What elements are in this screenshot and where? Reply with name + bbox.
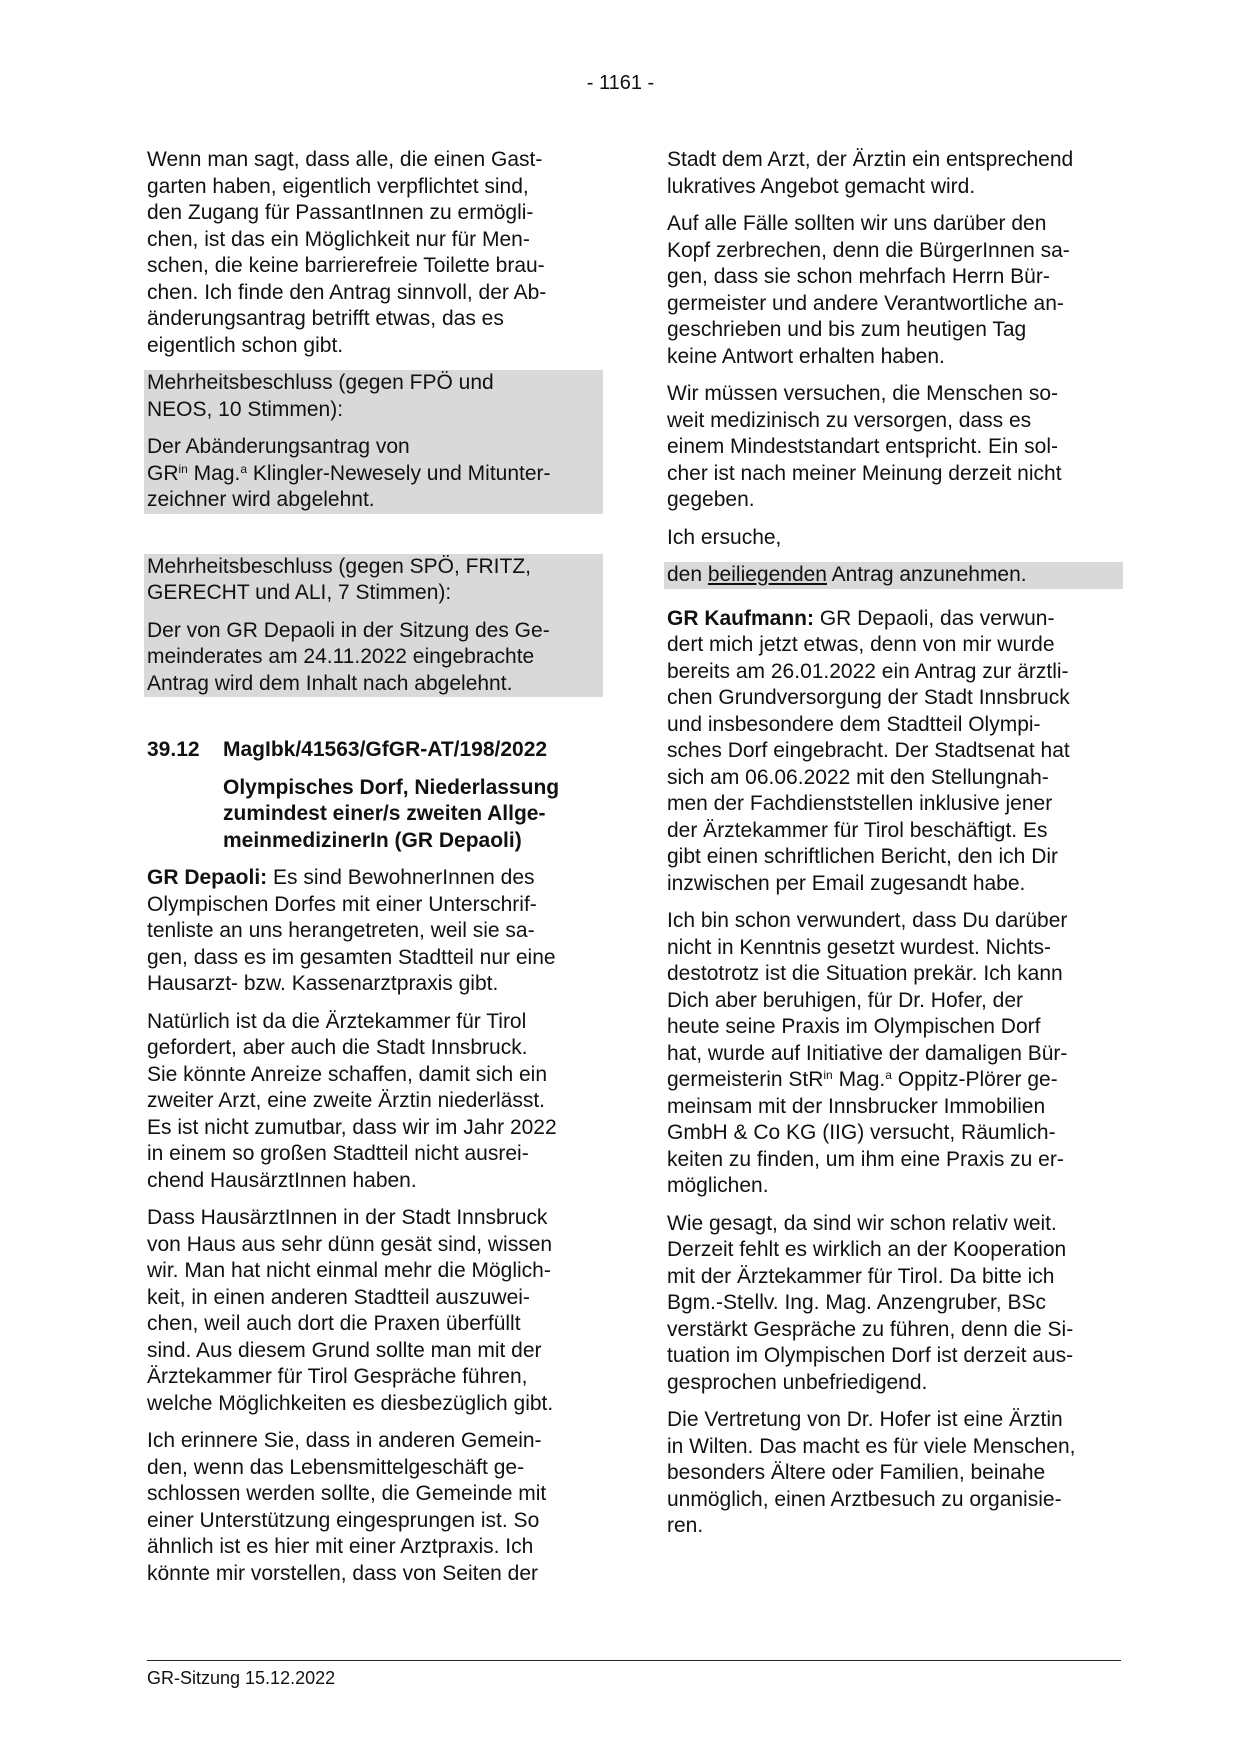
paragraph: Dass HausärztInnen in der Stadt Innsbruck von Haus aus sehr dünn gesät sind, wissen wir. Man hat nicht einmal mehr die Möglich- keit, in einen anderen Stadtteil auszuwei- chen, weil auch dort die Praxen überfüllt sind. Aus diesem Grund sollte man mit der Ärztekammer für Tirol Gespräche führen, welche Möglichkeiten es diesbezüglich gibt. [147, 1206, 554, 1415]
paragraph: Ich bin schon verwundert, dass Du darüber nicht in Kenntnis gesetzt wurdest. Nichts- destotrotz ist die Situation prekär. Ich kann Dich aber beruhigen, für Dr. Hofer, der heute seine Praxis im Olympischen Dorf hat, wurde auf Initiative der damaligen Bür- germeisterin StR$^{in}$ Mag.$^a$ Oppitz-Plörer ge- meinsam mit der Innsbrucker Immobilien GmbH & Co KG (IIG) versucht, Räumlich- keiten zu finden, um ihm eine Praxis zu er- möglichen. [667, 909, 1068, 1197]
resolution-box [144, 370, 603, 514]
paragraph: GR Kaufmann: GR Depaoli, das verwun- dert mich jetzt etwas, denn von mir wurde bereits am 26.01.2022 ein Antrag zur ärztli- chen Grundversorgung der Stadt Innsbruck und insbesondere dem Stadtteil Olympi- sches Dorf eingebracht. Der Stadtsenat hat sich am 06.06.2022 mit den Stellungnah- men der Fachdienststellen inklusive jener der Ärztekammer für Tirol beschäftigt. Es gibt einen schriftlichen Bericht, den ich Dir inzwischen per Email zugesandt habe. [667, 606, 1070, 895]
speaker-name: GR Depaoli: [147, 866, 268, 889]
spacer [147, 697, 603, 737]
agenda-item-heading [147, 737, 603, 764]
agenda-item-reference: MagIbk/41563/GfGR-AT/198/2022 [223, 738, 548, 761]
left-column [147, 147, 603, 1598]
resolution-heading: Mehrheitsbeschluss (gegen SPÖ, FRITZ, GERECHT und ALI, 7 Stimmen): [147, 554, 531, 604]
spacer [147, 514, 603, 554]
footer-divider [147, 1660, 1121, 1661]
resolution-text: Der Abänderungsantrag von $GR^{in}$ Mag.$^a$ Klingler-Newesely und Mitunter- zeichner wird abgelehnt. [147, 435, 551, 511]
right-column [667, 147, 1123, 1551]
request-box [664, 562, 1123, 589]
footer-text: GR-Sitzung 15.12.2022 [147, 1668, 336, 1688]
paragraph: Ich ersuche, [667, 525, 782, 549]
paragraph: Stadt dem Arzt, der Ärztin ein entsprechend lukratives Angebot gemacht wird. [667, 148, 1074, 198]
speaker-name: GR Kaufmann: [667, 606, 814, 630]
attached-link: beiliegenden [707, 563, 827, 586]
resolution-text: Der von GR Depaoli in der Sitzung des Ge- meinderates am 24.11.2022 eingebrachte Antrag wird dem Inhalt nach abgelehnt. [147, 618, 550, 695]
resolution-heading: Mehrheitsbeschluss (gegen FPÖ und NEOS, 10 Stimmen): [147, 371, 494, 421]
spacer [667, 589, 1123, 606]
agenda-item-number: 39.12 [147, 738, 200, 761]
request-text: den beiliegenden Antrag anzunehmen. [667, 563, 1027, 586]
paragraph: Natürlich ist da die Ärztekammer für Tirol gefordert, aber auch die Stadt Innsbruck. Sie könnte Anreize schaffen, damit sich ein zweiter Arzt, eine zweite Ärztin niederlässt. Es ist nicht zumutbar, dass wir im Jahr 2022 in einem so großen Stadtteil nicht ausrei- chend HausärztInnen haben. [147, 1009, 557, 1192]
paragraph: Die Vertretung von Dr. Hofer ist eine Ärztin in Wilten. Das macht es für viele Menschen, besonders Ältere oder Familien, beinahe unmöglich, einen Arztbesuch zu organisie- ren. [667, 1408, 1076, 1537]
paragraph: Wir müssen versuchen, die Menschen so- weit medizinisch zu versorgen, dass es einem Mindeststandart entspricht. Ein sol- cher ist nach meiner Meinung derzeit nicht gegeben. [667, 382, 1062, 511]
paragraph: Ich erinnere Sie, dass in anderen Gemein- den, wenn das Lebensmittelgeschäft ge- schlossen werden sollte, die Gemeinde mit einer Unterstützung eingesprungen ist. So ähnlich ist es hier mit einer Arztpraxis. Ich könnte mir vorstellen, dass von Seiten der [147, 1429, 547, 1585]
resolution-box [144, 554, 603, 698]
paragraph: Wie gesagt, da sind wir schon relativ weit. Derzeit fehlt es wirklich an der Kooperation mit der Ärztekammer für Tirol. Da bitte ich Bgm.-Stellv. Ing. Mag. Anzengruber, BSc verstärkt Gespräche zu führen, denn die Si- tuation im Olympischen Dorf ist derzeit aus- gesprochen unbefriedigend. [667, 1211, 1074, 1394]
agenda-item-title: Olympisches Dorf, Niederlassung zumindest einer/s zweiten Allge- meinmedizinerIn (GR Depaoli) [223, 775, 560, 852]
paragraph: GR Depaoli: Es sind BewohnerInnen des Olympischen Dorfes mit einer Unterschrif- tenliste an uns herangetreten, weil sie sa- gen, dass es im gesamten Stadtteil nur eine Hausarzt- bzw. Kassenarztpraxis gibt. [147, 866, 556, 995]
page-number: - 1161 - [586, 72, 655, 94]
paragraph: Auf alle Fälle sollten wir uns darüber den Kopf zerbrechen, denn die BürgerInnen sa- gen, dass sie schon mehrfach Herrn Bür- germeister und andere Verantwortliche an- geschrieben und bis zum heutigen Tag keine Antwort erhalten haben. [667, 212, 1070, 368]
paragraph: Wenn man sagt, dass alle, die einen Gast- garten haben, eigentlich verpflichtet sind, den Zugang für PassantInnen zu ermögli- chen, ist das ein Möglichkeit nur für Men- schen, die keine barrierefreie Toilette brau- chen. Ich finde den Antrag sinnvoll, der Ab- änderungsantrag betrifft etwas, das es eigentlich schon gibt. [147, 148, 547, 357]
